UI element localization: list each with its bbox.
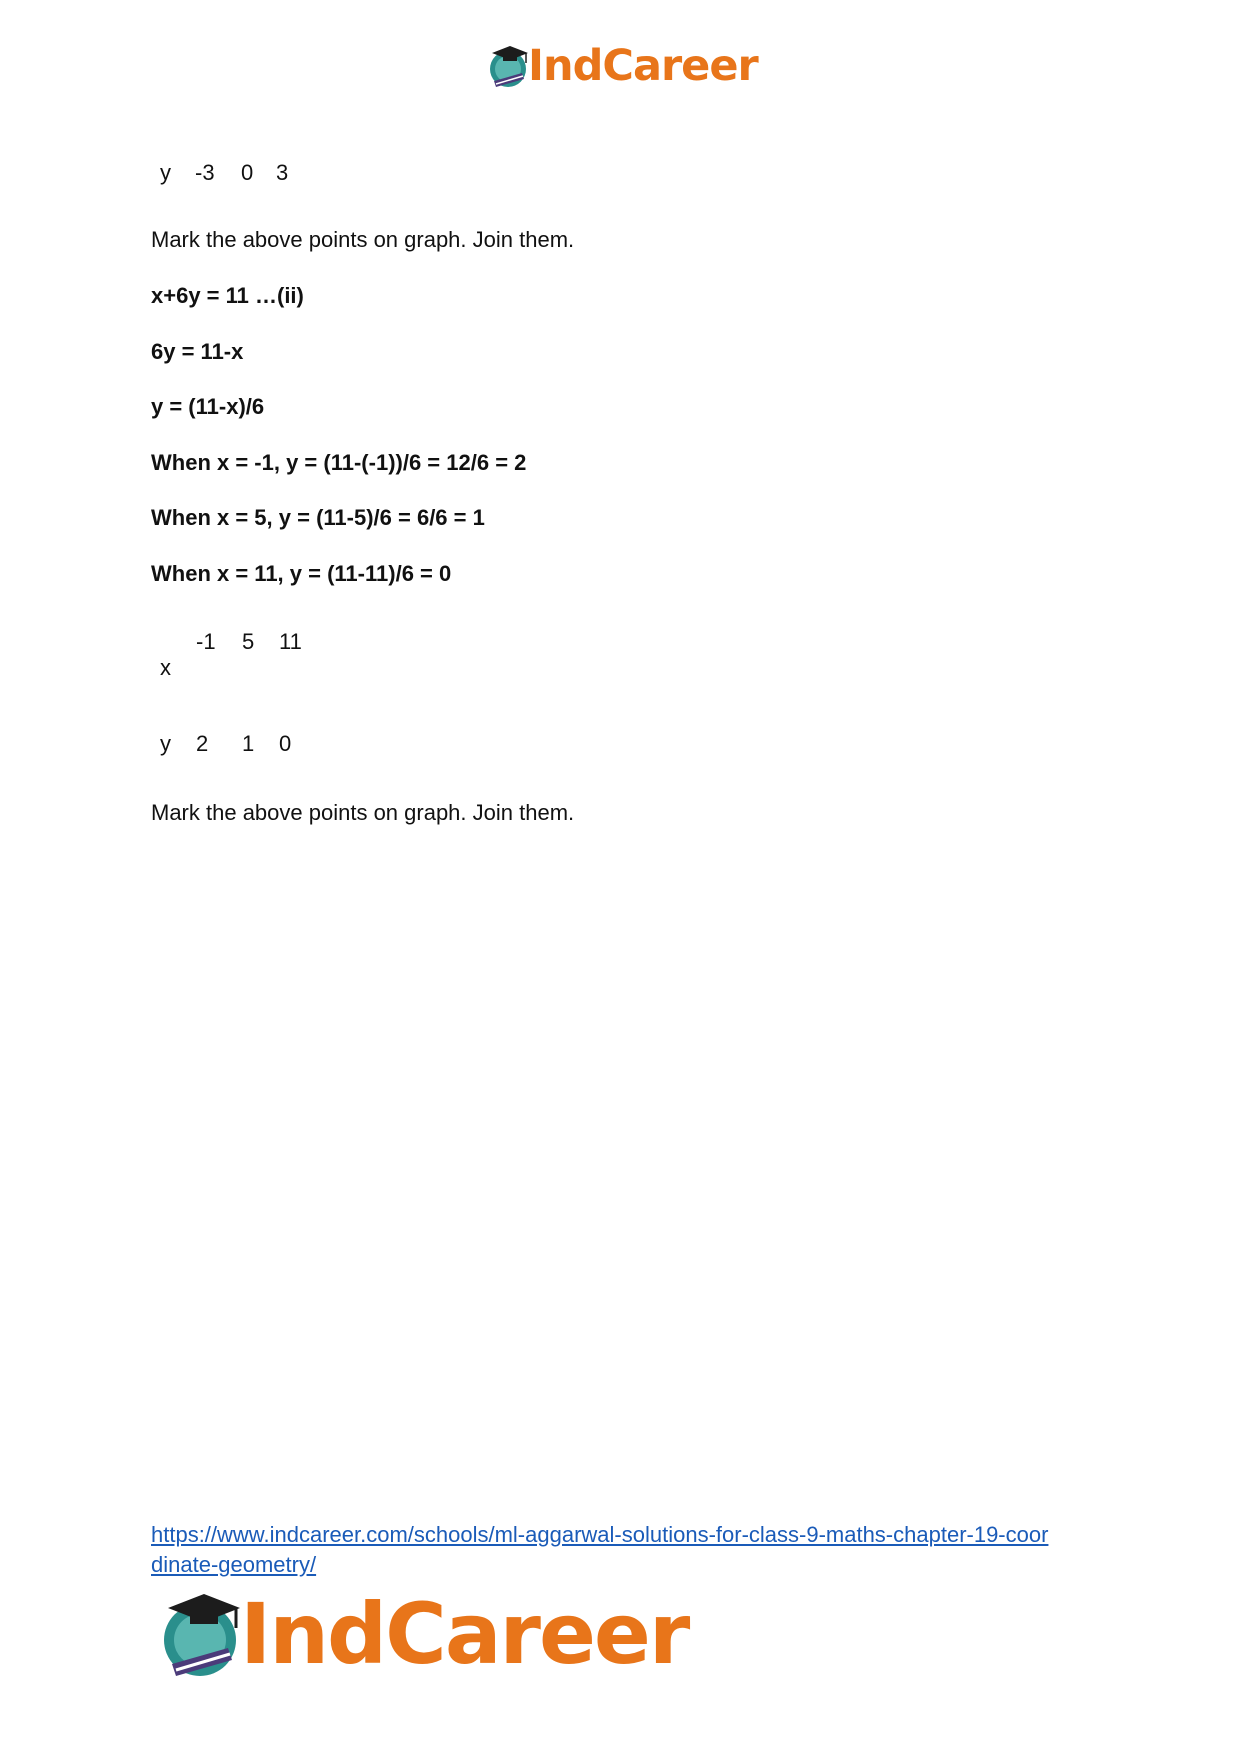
table-x-value: -1: [196, 629, 216, 654]
equation-ii: x+6y = 11 …(ii): [151, 283, 304, 308]
table-top-y-value: 0: [241, 160, 254, 185]
equation-step: 6y = 11-x: [151, 339, 244, 364]
table-top-y-value: -3: [195, 160, 215, 185]
source-link-continued[interactable]: dinate-geometry/: [151, 1552, 317, 1577]
equation-step: y = (11-x)/6: [151, 394, 265, 419]
header-logo: [488, 40, 758, 92]
logo-text: IndCareer: [528, 40, 758, 91]
graduation-globe-icon: [160, 1588, 248, 1680]
footer-logo: [160, 1586, 688, 1682]
table-x-value: 5: [242, 629, 255, 654]
table-x-value: 11: [279, 629, 302, 654]
table-top-y-value: 3: [276, 160, 289, 185]
table-y-value: 1: [242, 731, 255, 756]
table-x-label: x: [160, 655, 171, 680]
table-top-y-label: y: [160, 160, 171, 185]
table-y-value: 2: [196, 731, 209, 756]
calculation-line: When x = -1, y = (11-(-1))/6 = 12/6 = 2: [151, 450, 527, 475]
logo-text: IndCareer: [240, 1585, 689, 1683]
table-y-value: 0: [279, 731, 292, 756]
instruction-text: Mark the above points on graph. Join them.: [151, 800, 575, 825]
source-link[interactable]: https://www.indcareer.com/schools/ml-aggarwal-solutions-for-class-9-maths-chapter-19-coor: [151, 1522, 1049, 1547]
instruction-text: Mark the above points on graph. Join them.: [151, 227, 575, 252]
table-y-label: y: [160, 731, 171, 756]
graduation-globe-icon: [488, 43, 532, 89]
calculation-line: When x = 5, y = (11-5)/6 = 6/6 = 1: [151, 505, 485, 530]
calculation-line: When x = 11, y = (11-11)/6 = 0: [151, 561, 452, 586]
